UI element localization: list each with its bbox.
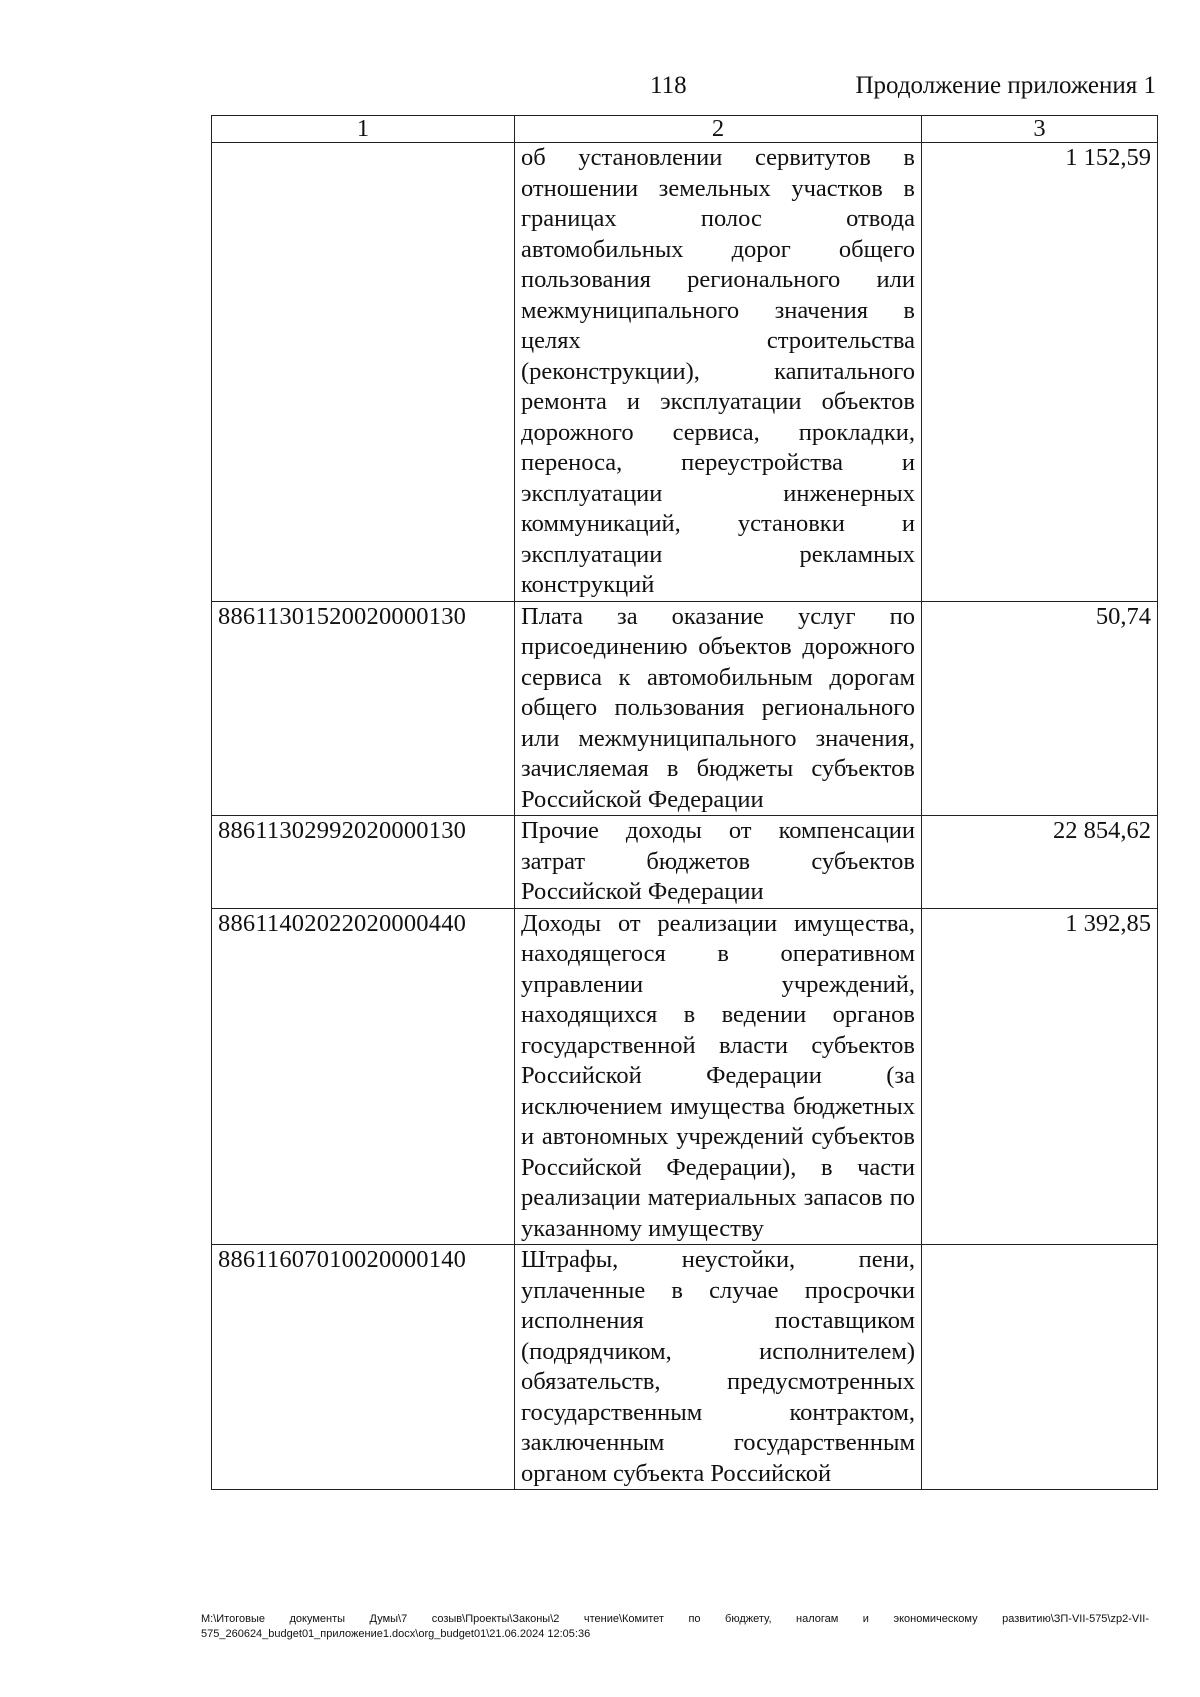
table-row (212, 816, 1158, 909)
appendix-label: Продолжение приложения 1 (855, 72, 1156, 99)
budget-table (211, 115, 1158, 1490)
table-row (212, 143, 1158, 602)
table-header-row (212, 116, 1158, 143)
revenue-amount: 1 152,59 (922, 143, 1158, 602)
table-row (212, 908, 1158, 1245)
revenue-amount: 50,74 (922, 601, 1158, 816)
column-header: 3 (922, 116, 1158, 143)
revenue-amount (922, 1245, 1158, 1490)
revenue-code: 88611301520020000130 (212, 601, 515, 816)
revenue-code: 88611302992020000130 (212, 816, 515, 909)
revenue-code: 88611402022020000440 (212, 908, 515, 1245)
column-header: 2 (515, 116, 922, 143)
revenue-amount: 1 392,85 (922, 908, 1158, 1245)
revenue-description: Доходы от реализации имущества, находящегося в оперативном управлении учреждений, находящихся в ведении органов государственной власти субъектов Российской Федерации (за исключением имущества бюджетных и автономных учреждений субъектов Российской Федерации), в части реализации материальных запасов по указанному имуществу (515, 908, 922, 1245)
revenue-amount: 22 854,62 (922, 816, 1158, 909)
revenue-description: об установлении сервитутов в отношении земельных участков в границах полос отвода автомобильных дорог общего пользования регионального или межмуниципального значения в целях строительства (реконструкции), капитального ремонта и эксплуатации объектов дорожного сервиса, прокладки, переноса, переустройства и эксплуатации инженерных коммуникаций, установки и эксплуатации рекламных конструкций (515, 143, 922, 602)
revenue-description: Плата за оказание услуг по присоединению объектов дорожного сервиса к автомобильным дорогам общего пользования регионального или межмуниципального значения, зачисляемая в бюджеты субъектов Российской Федерации (515, 601, 922, 816)
revenue-code: 88611607010020000140 (212, 1245, 515, 1490)
document-file-path: М:\Итоговые документы Думы\7 созыв\Проекты\Законы\2 чтение\Комитет по бюджету, налогам и экономическому развитию\ЗП-VII-575\zp2-VII-575_260624_budget01_приложение1.docx\org_budget01\21.06.2024 12:05:36 (201, 1613, 1149, 1640)
table-row (212, 1245, 1158, 1490)
revenue-description: Штрафы, неустойки, пени, уплаченные в случае просрочки исполнения поставщиком (подрядчиком, исполнителем) обязательств, предусмотренных государственным контрактом, заключенным государственным органом субъекта Российской (515, 1245, 922, 1490)
table-row (212, 601, 1158, 816)
revenue-description: Прочие доходы от компенсации затрат бюджетов субъектов Российской Федерации (515, 816, 922, 909)
page-number: 118 (650, 72, 687, 99)
column-header: 1 (212, 116, 515, 143)
revenue-code (212, 143, 515, 602)
